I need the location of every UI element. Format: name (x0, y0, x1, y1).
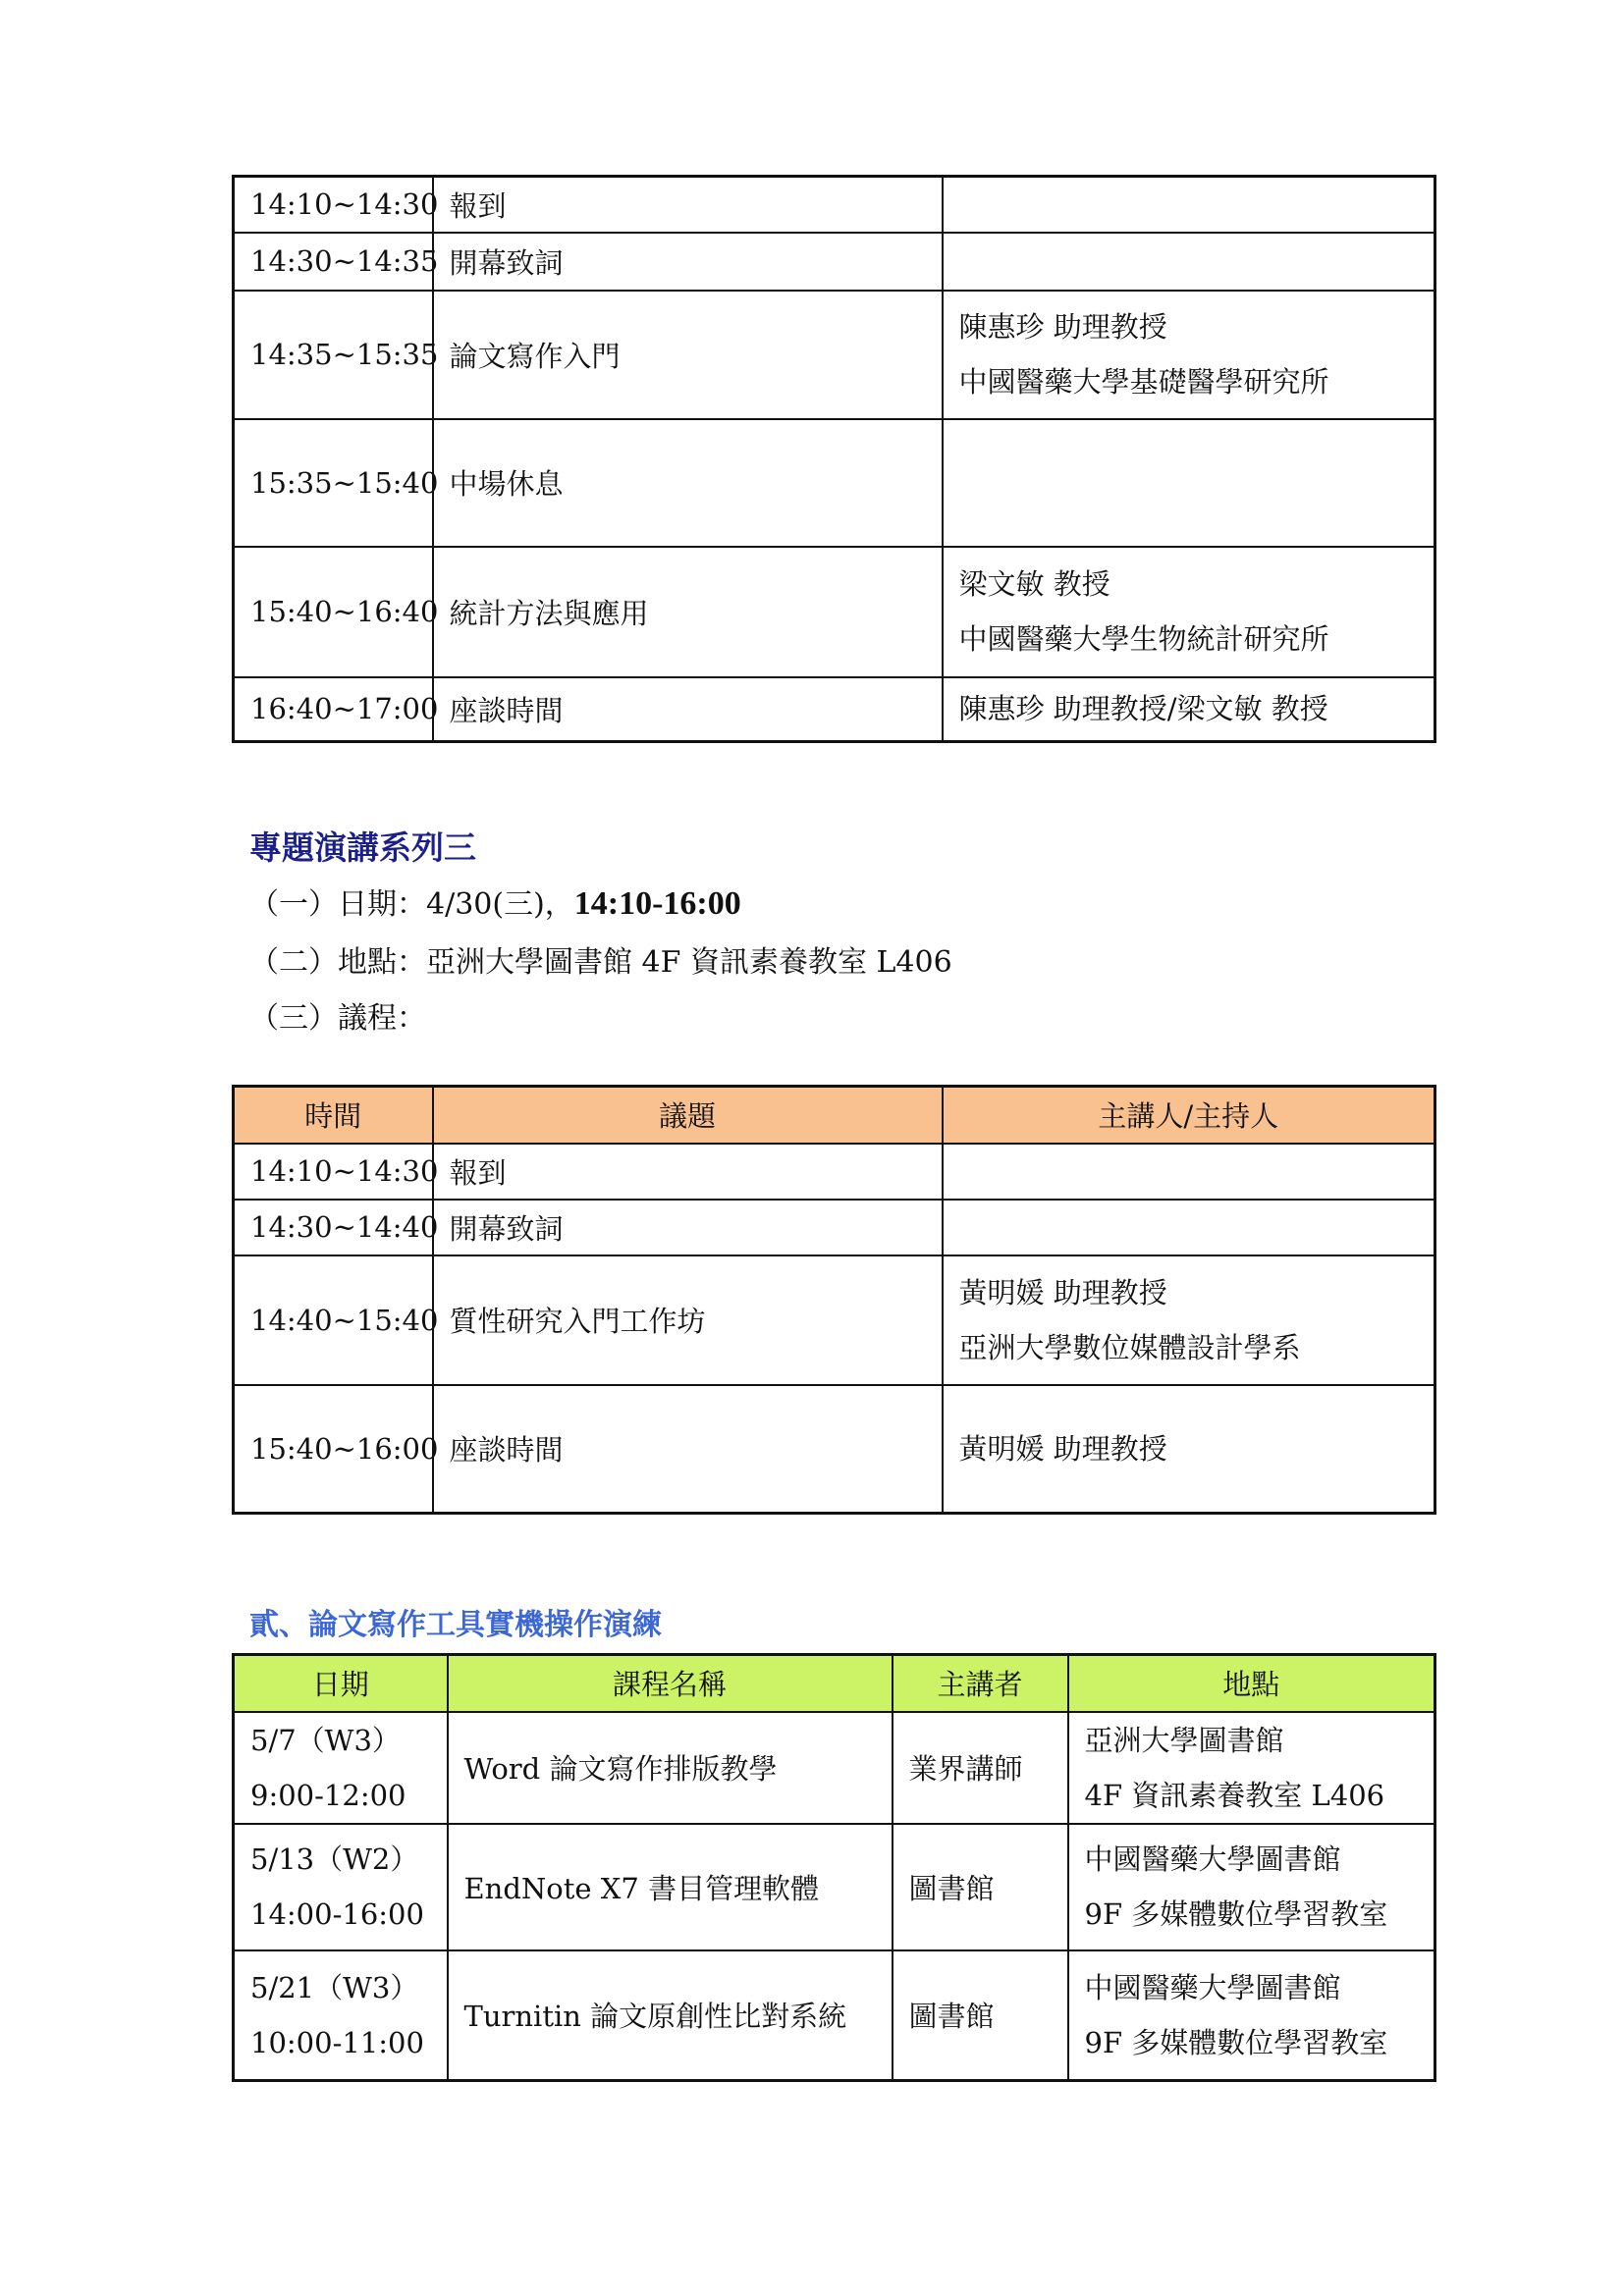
date-label: （一）日期：4/30(三)， (249, 887, 574, 922)
speaker-cell (943, 547, 1435, 677)
table-row (234, 1255, 1435, 1385)
place-cell (1068, 1950, 1435, 2081)
place-line: 9F 多媒體數位學習教室 (1084, 2025, 1388, 2059)
table-row (234, 547, 1435, 677)
header-time: 時間 (234, 1087, 433, 1144)
table-row (234, 291, 1435, 419)
date-cell (234, 1824, 448, 1950)
place-cell (1068, 1712, 1435, 1824)
date-line: 5/13（W2） (250, 1842, 419, 1876)
header-course: 課程名稱 (448, 1655, 893, 1712)
table-row (234, 177, 1435, 233)
header-date: 日期 (234, 1655, 448, 1712)
place-line: 亞洲大學圖書館 (1084, 1723, 1284, 1757)
speaker-cell (943, 1255, 1435, 1385)
header-speaker: 主講人/主持人 (943, 1087, 1435, 1144)
series3-agenda: （三）議程： (249, 1001, 426, 1036)
header-place: 地點 (1068, 1655, 1435, 1712)
time-line: 14:00-16:00 (250, 1897, 424, 1931)
date-line: 5/7（W3） (250, 1723, 401, 1757)
table-row (234, 1144, 1435, 1200)
time-cell: 14:10~14:30 (234, 177, 433, 233)
series3-date (249, 880, 741, 923)
table-row (234, 419, 1435, 547)
topic-cell: 論文寫作入門 (433, 291, 943, 419)
series3-location: （二）地點：亞洲大學圖書館 4F 資訊素養教室 L406 (249, 945, 952, 980)
topic-cell: 中場休息 (433, 419, 943, 547)
time-cell: 16:40~17:00 (234, 677, 433, 742)
table-row (234, 1200, 1435, 1255)
speaker-line: 中國醫藥大學基礎醫學研究所 (958, 365, 1329, 399)
topic-cell: 統計方法與應用 (433, 547, 943, 677)
speaker-cell: 業界講師 (893, 1712, 1068, 1824)
table-row (234, 677, 1435, 742)
table-row (234, 1950, 1435, 2081)
place-line: 中國醫藥大學圖書館 (1084, 1842, 1341, 1876)
speaker-cell: 圖書館 (893, 1950, 1068, 2081)
speaker-line: 黃明媛 助理教授 (958, 1275, 1167, 1309)
speaker-cell (943, 1200, 1435, 1255)
date-cell (234, 1950, 448, 2081)
header-row (234, 1087, 1435, 1144)
course-cell: EndNote X7 書目管理軟體 (448, 1824, 893, 1950)
speaker-line: 亞洲大學數位媒體設計學系 (958, 1330, 1301, 1364)
table-row (234, 1712, 1435, 1824)
date-line: 5/21（W3） (250, 1970, 419, 2004)
section2-title: 貳、論文寫作工具實機操作演練 (249, 1608, 662, 1642)
speaker-cell (943, 233, 1435, 291)
speaker-line: 黃明媛 助理教授 (958, 1431, 1167, 1466)
time-cell: 15:35~15:40 (234, 419, 433, 547)
speaker-cell (943, 177, 1435, 233)
time-cell: 15:40~16:00 (234, 1385, 433, 1514)
schedule-table-continued (232, 175, 1436, 743)
course-cell: Word 論文寫作排版教學 (448, 1712, 893, 1824)
time-cell: 14:40~15:40 (234, 1255, 433, 1385)
speaker-line: 中國醫藥大學生物統計研究所 (958, 622, 1329, 656)
table-row (234, 1385, 1435, 1514)
speaker-line: 陳惠珍 助理教授/梁文敏 教授 (958, 692, 1328, 726)
place-cell (1068, 1824, 1435, 1950)
time-cell: 15:40~16:40 (234, 547, 433, 677)
topic-cell: 報到 (433, 1144, 943, 1200)
header-speaker: 主講者 (893, 1655, 1068, 1712)
time-cell: 14:30~14:35 (234, 233, 433, 291)
speaker-line: 陳惠珍 助理教授 (958, 310, 1167, 344)
tools-workshop-table (232, 1653, 1436, 2082)
speaker-cell (943, 1144, 1435, 1200)
time-line: 9:00-12:00 (250, 1778, 406, 1812)
time-cell: 14:10~14:30 (234, 1144, 433, 1200)
speaker-line: 梁文敏 教授 (958, 567, 1110, 601)
header-row (234, 1655, 1435, 1712)
place-line: 9F 多媒體數位學習教室 (1084, 1897, 1388, 1931)
topic-cell: 座談時間 (433, 1385, 943, 1514)
time-cell: 14:30~14:40 (234, 1200, 433, 1255)
speaker-cell: 圖書館 (893, 1824, 1068, 1950)
course-cell: Turnitin 論文原創性比對系統 (448, 1950, 893, 2081)
time-cell: 14:35~15:35 (234, 291, 433, 419)
topic-cell: 開幕致詞 (433, 233, 943, 291)
table-row (234, 1824, 1435, 1950)
place-line: 4F 資訊素養教室 L406 (1084, 1778, 1385, 1812)
topic-cell: 開幕致詞 (433, 1200, 943, 1255)
topic-cell: 座談時間 (433, 677, 943, 742)
series3-title: 專題演講系列三 (249, 828, 476, 867)
speaker-cell (943, 291, 1435, 419)
series3-agenda-table (232, 1085, 1436, 1515)
time-line: 10:00-11:00 (250, 2025, 424, 2059)
topic-cell: 質性研究入門工作坊 (433, 1255, 943, 1385)
speaker-cell (943, 419, 1435, 547)
topic-cell: 報到 (433, 177, 943, 233)
header-topic: 議題 (433, 1087, 943, 1144)
date-cell (234, 1712, 448, 1824)
speaker-cell (943, 677, 1435, 742)
table-row (234, 233, 1435, 291)
place-line: 中國醫藥大學圖書館 (1084, 1970, 1341, 2004)
speaker-cell (943, 1385, 1435, 1514)
date-time: 14:10-16:00 (573, 885, 741, 922)
